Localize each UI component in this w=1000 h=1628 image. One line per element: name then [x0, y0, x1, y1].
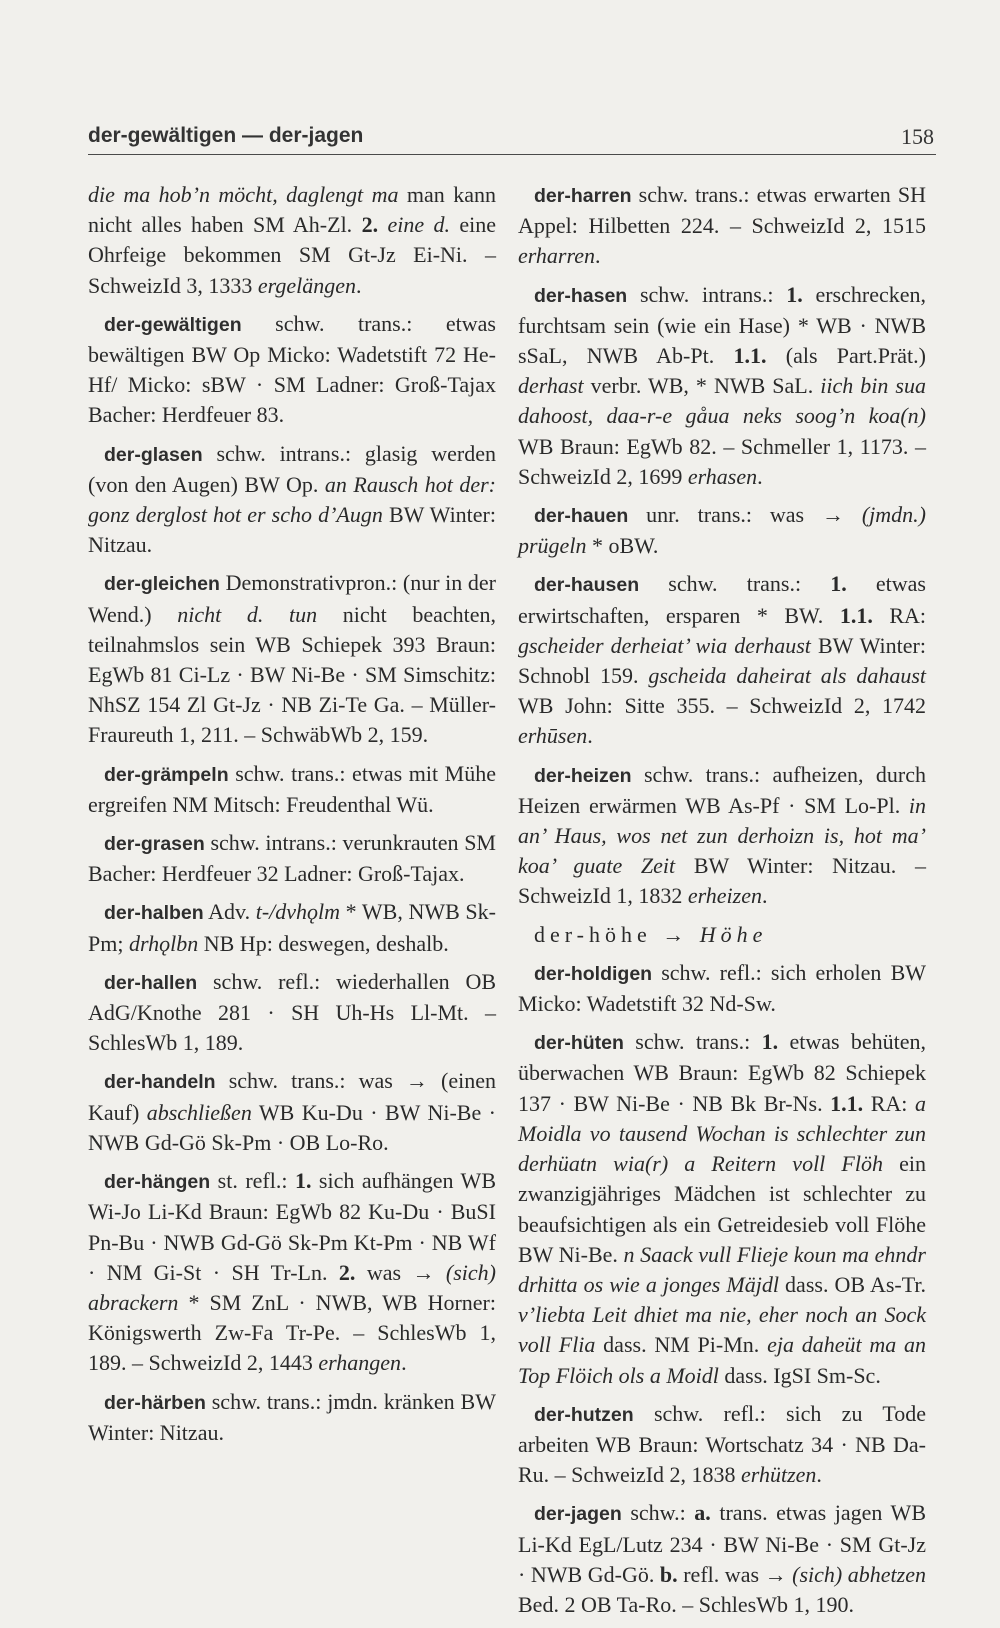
entry-body: schw. trans.: was → (einen Kauf) abschließen WB Ku-Du · BW Ni-Be · NWB Gd-Gö Sk-Pm · OB Lo-Ro. [88, 1068, 497, 1155]
entry-lemma: der-heizen [534, 764, 632, 787]
dictionary-entry [518, 569, 926, 751]
dictionary-entry [88, 1166, 496, 1378]
dictionary-entry [88, 1066, 496, 1158]
entry-lemma: der-holdigen [534, 962, 653, 985]
left-column [88, 180, 496, 1456]
entry-lemma: der-hüten [534, 1032, 624, 1055]
entry-body: schw. intrans.: 1. erschrecken, furchtsam sein (wie ein Hase) * WB · NWB sSaL, NWB Ab-Pt. 1.1. (als Part.Prät.) derhast verbr. WB, * NWB SaL. iich bin sua dahoost, daa-r-e gåua neks soog’n koa(n) WB Braun: EgWb 82. – Schmeller 1, 1173. – SchweizId 2, 1699 erhasen. [518, 281, 926, 489]
dictionary-entry [518, 920, 926, 950]
dictionary-entry [88, 568, 496, 750]
right-column [518, 180, 926, 1628]
entry-lemma: der-harren [534, 185, 632, 207]
entry-lemma: der-hausen [534, 574, 640, 597]
dictionary-entry [88, 439, 496, 561]
entry-body: schw. intrans.: verunkrauten SM Bacher: Herdfeuer 32 Ladner: Groß-Tajax. [88, 830, 496, 887]
entry-lemma: der-halben [104, 902, 204, 925]
entry-lemma: der-gewältigen [104, 313, 242, 336]
dictionary-entry [518, 1027, 926, 1390]
dictionary-entry [518, 500, 926, 561]
dictionary-entry [88, 180, 496, 301]
entry-body: Demonstrativpron.: (nur in der Wend.) nicht d. tun nicht beachten, teilnahmslos sein WB Schiepek 393 Braun: EgWb 81 Ci-Lz · BW Ni-Be · SM Simschitz: NhSZ 154 Zl Gt-Jz · NB Zi-Te Ga. – Müller-Fraureuth 1, 211. – SchwäbWb 2, 159. [88, 570, 496, 748]
entry-lemma: der-jagen [534, 1503, 622, 1526]
entry-lemma: der-glasen [104, 443, 203, 466]
dictionary-entry [88, 759, 496, 820]
dictionary-entry [518, 1498, 926, 1620]
entry-body: schw. trans.: etwas erwarten SH Appel: Hilbetten 224. – SchweizId 2, 1515 erharren. [518, 182, 927, 269]
entry-body: Adv. t-/dvhǫlm * WB, NWB Sk-Pm; drhǫlbn NB Hp: deswegen, deshalb. [88, 899, 496, 956]
running-header [88, 118, 936, 155]
entry-lemma: der-härben [104, 1391, 206, 1414]
entry-body: die ma hob’n möcht, daglengt ma man kann nicht alles haben SM Ah-Zl. 2. eine d. eine Ohrfeige bekommen SM Gt-Jz Ei-Ni. – SchweizId 3, 1333 ergelängen. [88, 182, 496, 298]
dictionary-entry [518, 180, 926, 272]
entry-lemma: der-handeln [104, 1071, 216, 1094]
entry-body: schw. trans.: etwas mit Mühe ergreifen NM Mitsch: Freudenthal Wü. [88, 760, 496, 817]
entry-lemma: der-hasen [534, 284, 628, 307]
dictionary-entry [88, 967, 496, 1059]
page-number: 158 [901, 124, 934, 149]
entry-body: schw. refl.: sich zu Tode arbeiten WB Braun: Wortschatz 34 · NB Da-Ru. – SchweizId 2, 1838 erhützen. [518, 1400, 927, 1488]
dictionary-entry [88, 897, 496, 958]
entry-body: schw. refl.: sich erholen BW Micko: Wadetstift 32 Nd-Sw. [518, 959, 927, 1017]
entry-lemma: der-grämpeln [104, 763, 229, 786]
entry-lemma: der-hängen [104, 1171, 211, 1194]
entry-body: schw. trans.: jmdn. kränken BW Winter: Nitzau. [88, 1388, 496, 1445]
entry-lemma: der-gleichen [104, 573, 220, 596]
entry-lemma: der-hauen [534, 505, 629, 528]
entry-lemma: der-hallen [104, 971, 198, 994]
entry-body: schw. refl.: wiederhallen OB AdG/Knothe 281 · SH Uh-Hs Ll-Mt. – SchlesWb 1, 189. [88, 968, 496, 1056]
header-title: der-gewältigen — der-jagen [88, 124, 364, 147]
entry-body: schw. trans.: etwas bewältigen BW Op Micko: Wadetstift 72 He-Hf/ Micko: sBW · SM Ladner: Groß-Tajax Bacher: Herdfeuer 83. [88, 310, 496, 428]
dictionary-entry [518, 760, 926, 912]
dictionary-entry [518, 958, 926, 1019]
entry-body: unr. trans.: was → (jmdn.) prügeln * oBW. [518, 502, 926, 559]
dictionary-entry [518, 1399, 926, 1491]
entry-body: der-höhe → Höhe [534, 921, 768, 947]
entry-lemma: der-hutzen [534, 1403, 634, 1426]
entry-body: schw. trans.: aufheizen, durch Heizen erwärmen WB As-Pf · SM Lo-Pl. in an’ Haus, wos net zun derhoizn is, hot ma’ koa’ guate Zeit BW Winter: Nitzau. – SchweizId 1, 1832 erheizen. [518, 761, 927, 909]
entry-body: schw. trans.: 1. etwas behüten, überwachen WB Braun: EgWb 82 Schiepek 137 · BW Ni-Be · NB Bk Br-Ns. 1.1. RA: a Moidla vo tausend Wochan is schlechter zun derhüatn wia(r) a Reitern voll Flöh ein zwanzigjähriges Mädchen ist schlechter zu beaufsichtigen als ein Getreidesieb voll Flöhe BW Ni-Be. n Saack vull Flieje koun ma ehndr drhitta os wie a jonges Mäjdl dass. OB As-Tr. v’liebta Leit dhiet ma nie, eher noch an Sock voll Flia dass. NM Pi-Mn. eja daheüt ma an Top Flöich ols a Moidl dass. IgSI Sm-Sc. [518, 1029, 927, 1388]
entry-lemma: der-grasen [104, 833, 205, 856]
entry-body: schw. intrans.: glasig werden (von den Augen) BW Op. an Rausch hot der: gonz derglost hot er scho d’Augn BW Winter: Nitzau. [88, 440, 496, 558]
entry-body: schw. trans.: 1. etwas erwirtschaften, ersparen * BW. 1.1. RA: gscheider derheiat’ wia derhaust BW Winter: Schnobl 159. gscheida daheirat als dahaust WB John: Sitte 355. – SchweizId 2, 1742 erhūsen. [518, 571, 926, 749]
dictionary-entry [88, 828, 496, 889]
dictionary-entry [518, 280, 926, 492]
dictionary-entry [88, 1387, 496, 1448]
entry-body: st. refl.: 1. sich aufhängen WB Wi-Jo Li-Kd Braun: EgWb 82 Ku-Du · BuSI Pn-Bu · NWB Gd-Gö Sk-Pm Kt-Pm · NB Wf · NM Gi-St · SH Tr-Ln. 2. was → (sich) abrackern * SM ZnL · NWB, WB Horner: Königswerth Zw-Fa Tr-Pe. – SchlesWb 1, 189. – SchweizId 2, 1443 erhangen. [88, 1168, 496, 1376]
dictionary-entry [88, 309, 496, 431]
entry-body: schw.: a. trans. etwas jagen WB Li-Kd EgL/Lutz 234 · BW Ni-Be · SM Gt-Jz · NWB Gd-Gö. b. refl. was → (sich) abhetzen Bed. 2 OB Ta-Ro. – SchlesWb 1, 190. [518, 1500, 926, 1617]
